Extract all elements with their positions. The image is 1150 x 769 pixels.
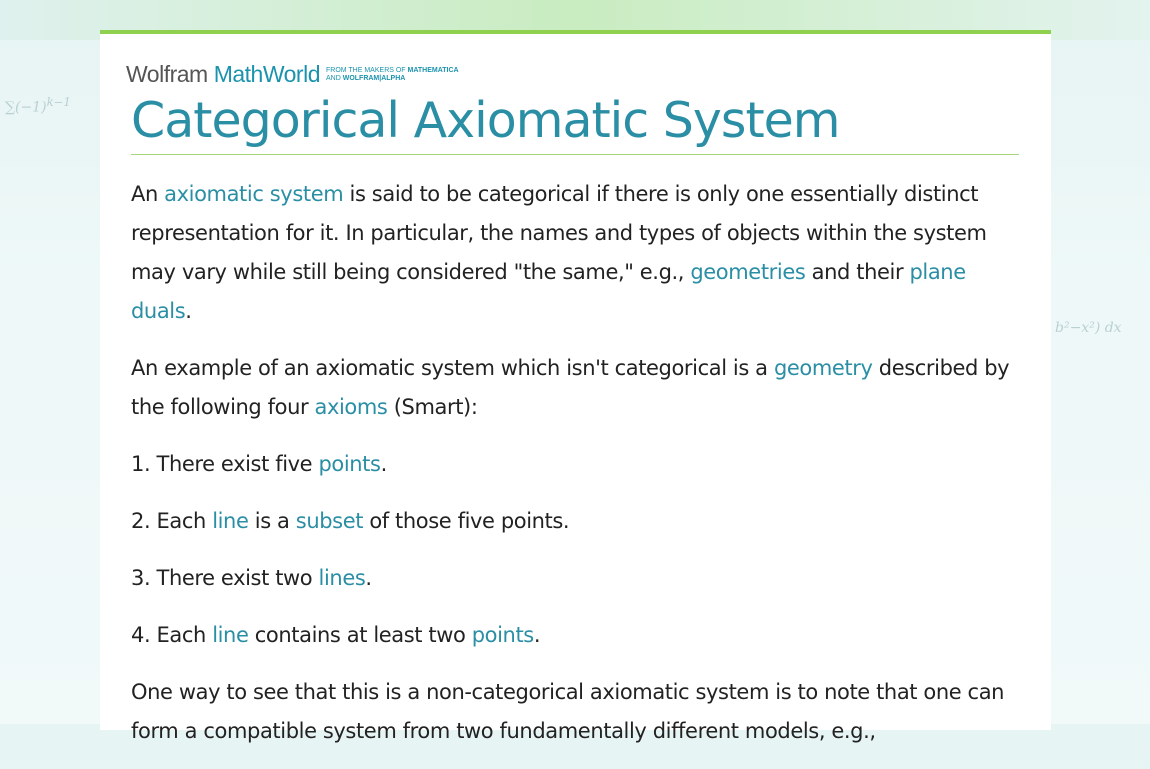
page-title: Categorical Axiomatic System — [131, 92, 840, 149]
background-formula: b²−x²) dx — [1055, 320, 1122, 336]
axiom-item: 3. There exist two lines. — [131, 566, 372, 590]
axiom-item: 2. Each line is a subset of those five points. — [131, 509, 570, 533]
title-divider — [131, 154, 1019, 155]
link-geometries[interactable]: geometries — [690, 260, 806, 284]
link-lines[interactable]: lines — [318, 566, 366, 590]
link-subset[interactable]: subset — [295, 509, 364, 533]
link-axiomatic-system[interactable]: axiomatic system — [164, 182, 344, 206]
link-geometry[interactable]: geometry — [773, 356, 873, 380]
link-points[interactable]: points — [471, 623, 534, 647]
link-points[interactable]: points — [318, 452, 381, 476]
paragraph: An example of an axiomatic system which isn't categorical is a geometry described by the following four axioms (Smart): — [131, 356, 1010, 419]
link-line[interactable]: line — [212, 623, 249, 647]
paragraph: An axiomatic system is said to be categorical if there is only one essentially distinct representation for it. In particular, the names and types of objects within the system may vary while still being considered "the same," e.g., geometries and their plane duals. — [131, 182, 987, 323]
link-axioms[interactable]: axioms — [314, 395, 388, 419]
background-formula: $\sum(-1)^{k-1}$ — [5, 95, 71, 116]
article-card — [100, 30, 1051, 743]
link-plane-duals[interactable]: plane duals — [131, 260, 966, 323]
link-line[interactable]: line — [212, 509, 249, 533]
logo-mathworld: MathWorld — [213, 61, 320, 87]
axiom-item: 4. Each line contains at least two points. — [131, 623, 541, 647]
article-body — [131, 175, 1031, 769]
logo-wolfram: Wolfram — [126, 61, 208, 87]
logo-tagline: FROM THE MAKERS OF MATHEMATICA AND WOLFRAM|ALPHA — [325, 66, 459, 82]
paragraph: One way to see that this is a non-categorical axiomatic system is to note that one can form a compatible system from two fundamentally different models, e.g., — [131, 680, 1005, 743]
axiom-item: 1. There exist five points. — [131, 452, 387, 476]
mathworld-logo[interactable] — [126, 61, 459, 88]
